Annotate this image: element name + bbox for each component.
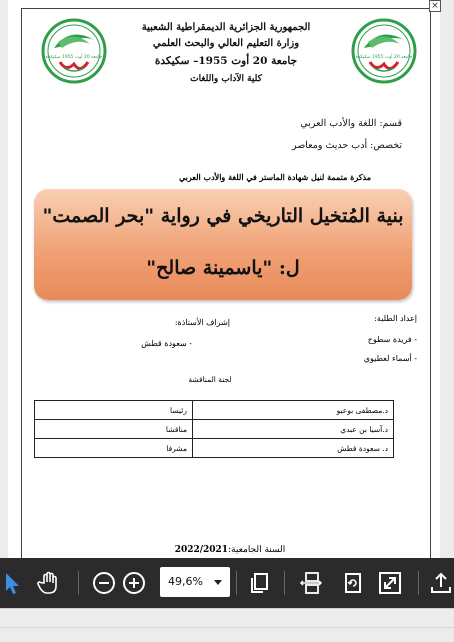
logo-caption: جامعة 20 أوت 1955 سكيكدة [355,55,413,60]
committee-member-name: د. سعودة قطش [193,439,394,458]
table-row [35,439,394,458]
academic-year-label: السنة الجامعية: [228,545,286,555]
pdf-toolbar [0,558,454,608]
logo-caption: جامعة 20 أوت 1955 سكيكدة [45,55,103,60]
chevron-down-icon [214,580,222,585]
table-row [35,401,394,420]
copy-page-icon[interactable] [246,570,272,596]
upload-icon[interactable] [428,570,454,596]
fit-width-icon[interactable] [298,570,324,596]
select-pointer-icon[interactable] [0,570,26,596]
committee-member-name: د.آسيا بن عبدي [193,420,394,439]
faculty-name: كلية الآداب واللغات [190,74,262,84]
fullscreen-icon[interactable] [377,570,403,596]
zoom-out-icon[interactable] [91,570,117,596]
academic-year-value: 2022/2021 [174,545,229,555]
rotate-page-icon[interactable] [340,570,366,596]
close-icon[interactable]: × [429,0,441,12]
committee-table [34,400,394,458]
academic-year [140,545,320,555]
committee-member-name: د.مصطفى بوعيو [193,401,394,420]
republic-name: الجمهورية الجزائرية الديمقراطية الشعبية [141,22,311,33]
thesis-title: بنية المُتخيل التاريخي في رواية "بحر الصمت" [42,205,404,227]
university-name: جامعة 20 أوت 1955– سكيكدة [154,55,298,67]
toolbar-separator [418,571,419,595]
toolbar-separator [78,571,79,595]
hand-tool-icon[interactable] [36,570,62,596]
committee-label: لجنة المناقشة [188,375,232,384]
memo-line: مذكرة متممة لنيل شهادة الماستر في اللغة والأدب العربي [178,172,372,182]
table-row [35,420,394,439]
thesis-author-line: ل: "ياسمينة صالح" [146,257,300,279]
title-box [34,189,412,300]
supervisor-label: إشراف الأستاذة: [174,318,230,327]
zoom-in-icon[interactable] [121,570,147,596]
student-name: - أسماء لعطيوي [363,354,417,363]
zoom-level-select[interactable] [160,567,230,597]
toolbar-separator [236,571,237,595]
specialty: تخصص: أدب حديث ومعاصر [291,140,402,151]
university-logo-right [350,18,418,84]
ministry-name: وزارة التعليم العالي والبحث العلمي [152,38,300,49]
bottom-strip [0,608,454,642]
institution-header [130,22,322,84]
university-logo-left [40,18,108,84]
committee-member-role: مشرفا [35,439,193,458]
student-name: - فريدة سطوح [367,335,417,344]
zoom-level-value: 49,6% [168,575,203,588]
students-label: إعداد الطلبة: [374,314,417,323]
committee-member-role: مناقشا [35,420,193,439]
committee-member-role: رئيسا [35,401,193,420]
supervisor-name: - سعودة قطش [141,339,192,348]
toolbar-separator [284,571,285,595]
divider [0,627,454,628]
department: قسم: اللغة والأدب العربي [300,118,402,129]
